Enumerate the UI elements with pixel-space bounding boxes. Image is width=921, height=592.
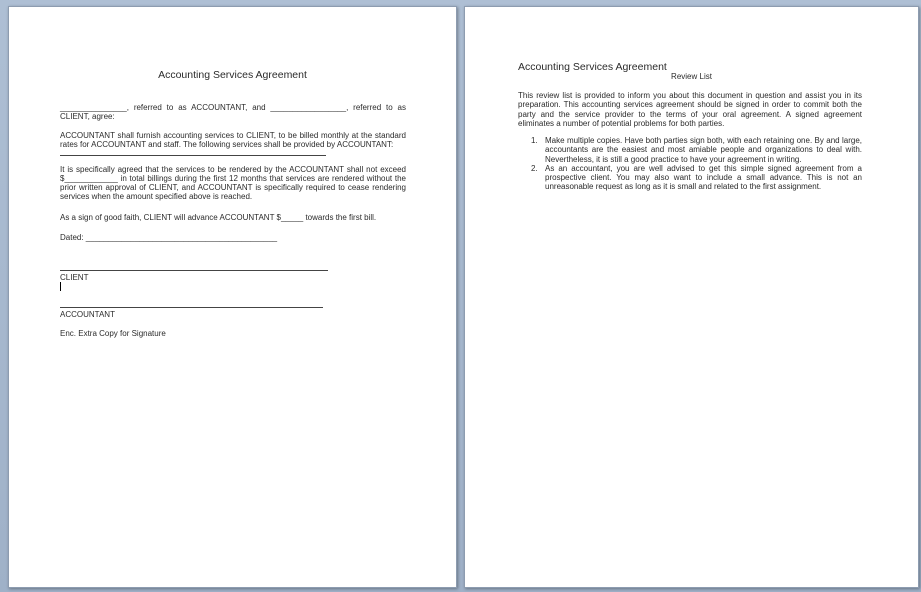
accountant-label: ACCOUNTANT xyxy=(60,310,115,319)
review-subtitle: Review List xyxy=(671,72,712,81)
services-paragraph-line-1: ACCOUNTANT shall furnish accounting services to CLIENT, to be billed monthly at the standard xyxy=(60,131,406,140)
review-title: Accounting Services Agreement xyxy=(518,61,667,73)
limit-paragraph-line-4: services when the amount specified above is reached. xyxy=(60,192,253,201)
list-item-text: As an accountant, you are well advised to get this simple signed agreement from a prospective client. You may also want to include a small advance. This is not an unreasonable request as long as it is small and related to the first assignment. xyxy=(545,163,862,192)
list-item-number: 1. xyxy=(531,136,538,145)
limit-paragraph-line-1: It is specifically agreed that the services to be rendered by the ACCOUNTANT shall not exceed xyxy=(60,165,406,174)
list-item-text: Make multiple copies. Have both parties sign both, with each retaining one. By and large, accountants are the easiest and most amiable people and organizations to deal with. Nevertheless, it is still a good practice to have your agreement in writing. xyxy=(545,136,862,164)
intro-line-2: CLIENT, agree: xyxy=(60,112,115,121)
list-item xyxy=(531,164,862,192)
dated-line: Dated: ___________________________________________ xyxy=(60,233,278,242)
client-label: CLIENT xyxy=(60,273,89,282)
services-paragraph-line-2: rates for ACCOUNTANT and staff. The following services shall be provided by ACCOUNTANT: xyxy=(60,140,394,149)
document-page-2[interactable] xyxy=(464,6,919,588)
advance-paragraph: As a sign of good faith, CLIENT will advance ACCOUNTANT $_____ towards the first bill. xyxy=(60,213,377,222)
services-blank-line xyxy=(60,155,326,156)
client-signature-line xyxy=(60,270,328,271)
document-page-1[interactable] xyxy=(8,6,457,588)
review-list xyxy=(531,136,862,192)
list-item xyxy=(531,136,862,164)
list-item-number: 2. xyxy=(531,163,538,173)
limit-paragraph-line-2: $____________ in total billings during the first 12 months that services are rendered without the xyxy=(60,174,406,183)
intro-line-1: _______________, referred to as ACCOUNTANT, and _________________, referred to as xyxy=(60,103,406,112)
review-intro: This review list is provided to inform you about this document in question and assist you in its preparation. This accounting services agreement should be signed in order to commit both the party and the service provider to the terms of your oral agreement. A signed agreement eliminates a number of potential problems for both parties. xyxy=(518,91,862,128)
limit-paragraph-line-3: prior written approval of CLIENT, and ACCOUNTANT is specifically required to cease rendering xyxy=(60,183,406,192)
enclosure-note: Enc. Extra Copy for Signature xyxy=(60,329,166,338)
agreement-title: Accounting Services Agreement xyxy=(158,69,307,81)
accountant-signature-line xyxy=(60,307,323,308)
text-cursor xyxy=(60,282,61,291)
